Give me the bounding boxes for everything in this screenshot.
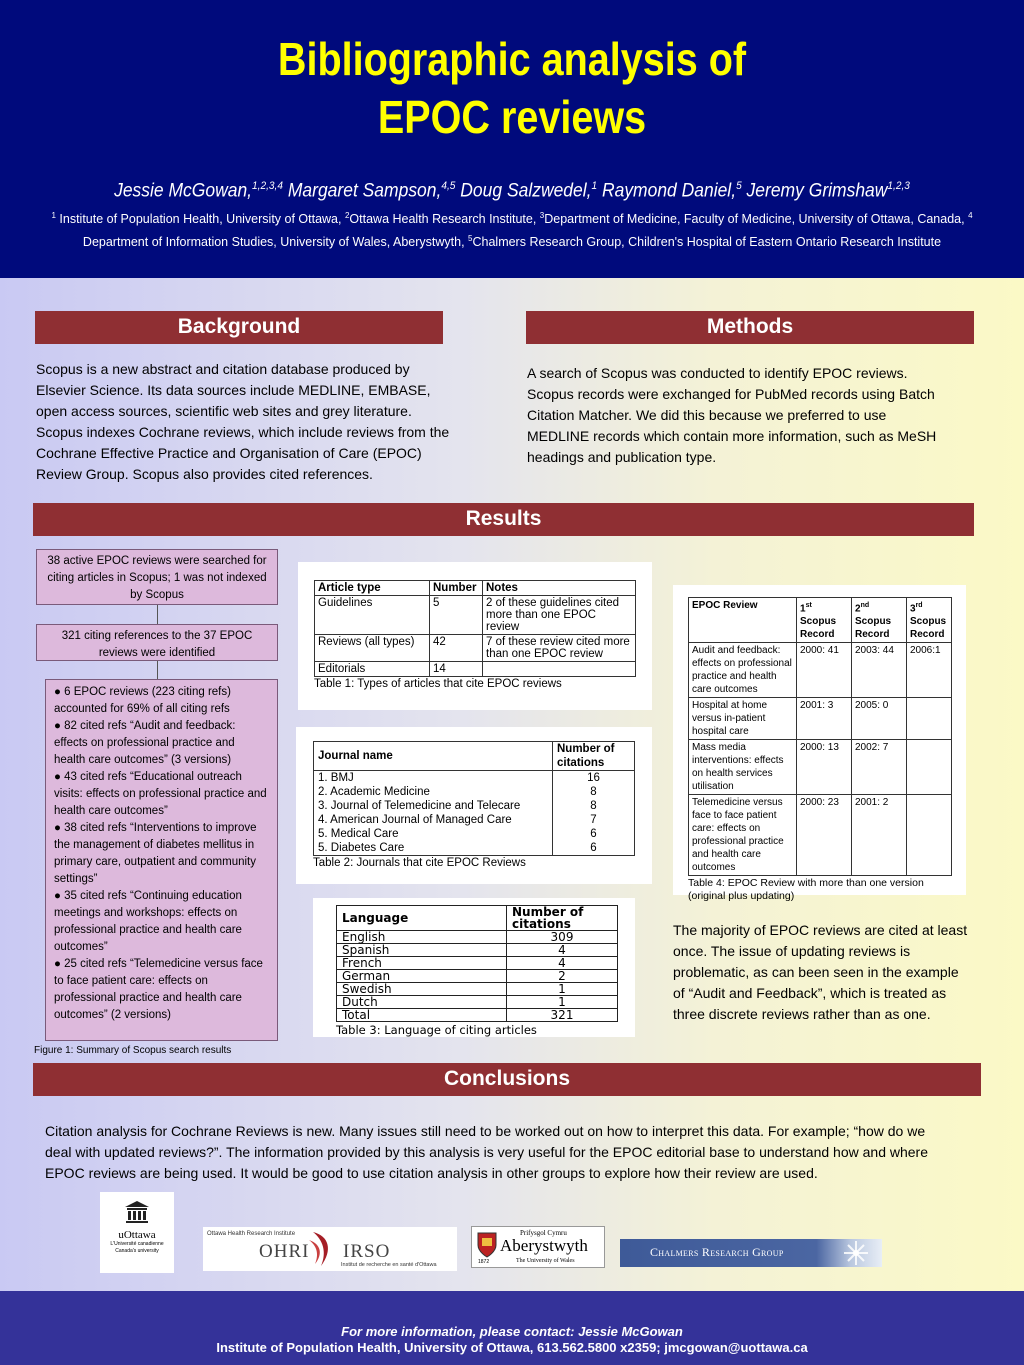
flow-box-top-reviews	[45, 679, 278, 1041]
author: Margaret Sampson,	[287, 180, 442, 202]
author-affil-sup: 5	[736, 180, 742, 192]
table-row	[689, 795, 952, 876]
table-cell: 5	[430, 596, 483, 635]
flow-box-searched: 38 active EPOC reviews were searched for citing articles in Scopus; 1 was not indexed by Scopus	[36, 549, 278, 605]
building-icon	[124, 1200, 150, 1224]
table-1-caption: Table 1: Types of articles that cite EPOC reviews	[314, 678, 562, 690]
table-2-card	[296, 727, 652, 884]
footer-contact: For more information, please contact: Jessie McGowan	[341, 1324, 683, 1339]
table-cell: 8	[590, 786, 597, 798]
table-header: 2nd Scopus Record	[852, 598, 907, 643]
table-4	[688, 597, 952, 876]
table-cell: 6	[590, 842, 597, 854]
author-affil-sup: 4,5	[441, 180, 456, 192]
methods-heading: Methods	[526, 311, 974, 344]
poster-footer	[0, 1291, 1024, 1365]
author-affil-sup: 1	[591, 180, 598, 192]
table-cell: 14	[430, 662, 483, 677]
uottawa-name: uOttawa	[118, 1229, 156, 1241]
author: Doug Salzwedel,	[460, 180, 592, 202]
table-3-caption: Table 3: Language of citing articles	[336, 1023, 537, 1037]
table-3-card	[313, 898, 635, 1037]
uottawa-tagline-en: Canada's university	[115, 1248, 159, 1254]
affiliation: Department of Information Studies, University of Wales, Aberystwyth,	[82, 235, 469, 250]
author: Jeremy Grimshaw	[746, 180, 888, 202]
table-cell: 2002: 7	[852, 740, 907, 795]
table-cell: 2. Academic Medicine	[314, 785, 553, 799]
author-affil-sup: 1,2,3	[887, 180, 910, 192]
table-cell: 4	[507, 944, 618, 957]
table-row	[337, 996, 618, 1009]
table-row	[314, 799, 635, 813]
poster-title	[72, 30, 953, 146]
table-cell	[907, 795, 952, 876]
table-cell: Audit and feedback: effects on professional practice and health care outcomes	[689, 643, 797, 698]
table-row	[314, 785, 635, 799]
flow-list-item: ● 38 cited refs “Interventions to improve the management of diabetes mellitus in primary care, outpatient and community settings”	[54, 822, 257, 885]
table-cell: 4. American Journal of Managed Care	[314, 813, 553, 827]
table-row	[315, 635, 636, 662]
table-row	[689, 643, 952, 698]
table-header: EPOC Review	[689, 598, 797, 643]
ohri-top-text: Ottawa Health Research Institute	[207, 1231, 296, 1237]
table-cell: 2005: 0	[852, 698, 907, 740]
table-header: Notes	[483, 581, 636, 596]
title-line-1: Bibliographic analysis of	[277, 33, 747, 85]
table-row	[689, 740, 952, 795]
affil-sup: 1	[51, 211, 56, 220]
table-cell: 1. BMJ	[314, 771, 553, 786]
affiliation: Department of Medicine, Faculty of Medicine, University of Ottawa, Canada,	[544, 212, 969, 227]
affil-sup: 4	[968, 211, 973, 220]
flow-list-item: ● 25 cited refs “Telemedicine versus face to face patient care: effects on professional practice and health care outcomes” (2 versions)	[54, 958, 263, 1021]
table-cell: 1	[507, 983, 618, 996]
table-row	[337, 944, 618, 957]
ohri-swoosh-icon	[307, 1230, 339, 1268]
affiliation: Ottawa Health Research Institute,	[349, 212, 540, 227]
table-cell: 16	[587, 772, 600, 784]
table-4-card	[673, 585, 966, 903]
table-2-caption: Table 2: Journals that cite EPOC Reviews	[313, 857, 526, 869]
table-cell: Guidelines	[315, 596, 430, 635]
background-text: Scopus is a new abstract and citation database produced by Elsevier Science. Its data sources include MEDLINE, EMBASE, open access sources, scientific web sites and grey literature. Scopus indexes Cochrane reviews, which include reviews from the Cochrane Effective Practice and Organisation of Care (EPOC) Review Group. Scopus also provides cited references.	[36, 361, 450, 482]
table-row	[315, 596, 636, 635]
footer-address: Institute of Population Health, University of Ottawa, 613.562.5800 x2359; jmcgowan@uottawa.ca	[216, 1340, 808, 1355]
ohri-left-text: OHRI	[259, 1241, 310, 1262]
chalmers-logo	[620, 1239, 882, 1267]
table-cell: Editorials	[315, 662, 430, 677]
affiliation: Institute of Population Health, University of Ottawa,	[55, 212, 345, 227]
table-cell: 2001: 3	[797, 698, 852, 740]
table-cell: Dutch	[337, 996, 507, 1009]
table-row	[337, 931, 618, 944]
table-row	[315, 662, 636, 677]
poster-header	[0, 0, 1024, 278]
author-affil-sup: 1,2,3,4	[252, 180, 283, 192]
table-row	[314, 813, 635, 827]
table-cell: French	[337, 957, 507, 970]
table-cell: 4	[507, 957, 618, 970]
results-heading: Results	[33, 503, 974, 536]
table-cell: Spanish	[337, 944, 507, 957]
affil-sup: 2	[344, 211, 350, 220]
flow-list-item: ● 6 EPOC reviews (223 citing refs) accounted for 69% of all citing refs	[54, 686, 231, 715]
table-cell: 2001: 2	[852, 795, 907, 876]
table-cell: 6	[590, 828, 597, 840]
affiliation: Chalmers Research Group, Children's Hospital of Eastern Ontario Research Institute	[472, 235, 942, 250]
table-cell	[907, 698, 952, 740]
aberystwyth-crest-icon	[476, 1231, 498, 1259]
table-cell: Total	[337, 1009, 507, 1022]
table-cell: English	[337, 931, 507, 944]
table-cell: 2	[507, 970, 618, 983]
table-header: Number of citations	[553, 742, 635, 771]
affiliations	[30, 206, 994, 252]
table-row	[337, 970, 618, 983]
uottawa-tagline: L'Université canadienne	[110, 1241, 164, 1247]
aberystwyth-logo	[471, 1226, 605, 1268]
figure-1-caption: Figure 1: Summary of Scopus search results	[34, 1045, 232, 1056]
flower-icon	[832, 1240, 880, 1266]
table-cell: 2006:1	[907, 643, 952, 698]
flow-list-item: ● 82 cited refs “Audit and feedback: effects on professional practice and health care outcomes” (3 versions)	[54, 720, 236, 766]
author: Jessie McGowan,	[114, 180, 253, 202]
table-header: 1st Scopus Record	[797, 598, 852, 643]
ohri-bottom-text: Institut de recherche en santé d'Ottawa	[341, 1262, 437, 1268]
aberystwyth-year: 1872	[478, 1259, 490, 1265]
table-cell: 1	[507, 996, 618, 1009]
affil-sup: 3	[539, 211, 545, 220]
author: Raymond Daniel,	[601, 180, 737, 202]
table-1-card	[298, 562, 652, 710]
chalmers-name: Chalmers Research Group	[650, 1245, 784, 1259]
table-cell: Reviews (all types)	[315, 635, 430, 662]
table-cell: 5. Diabetes Care	[314, 841, 553, 856]
table-cell	[483, 662, 636, 677]
table-cell: 2000: 13	[797, 740, 852, 795]
table-row	[314, 841, 635, 856]
ohri-logo	[203, 1227, 457, 1271]
aberystwyth-top-text: Prifysgol Cymru	[520, 1229, 567, 1237]
table-cell: Mass media interventions: effects on health services utilisation	[689, 740, 797, 795]
title-line-2: EPOC reviews	[377, 91, 647, 143]
table-2	[313, 741, 635, 856]
table-header: Language	[337, 906, 507, 931]
flow-list-item: ● 43 cited refs “Educational outreach visits: effects on professional practice and health care outcomes”	[54, 771, 267, 817]
uottawa-logo	[100, 1192, 174, 1273]
table-header: Journal name	[314, 742, 553, 771]
table-cell	[907, 740, 952, 795]
table-4-caption: Table 4: EPOC Review with more than one version (original plus updating)	[688, 877, 924, 903]
table-row	[337, 957, 618, 970]
conclusions-text: Citation analysis for Cochrane Reviews is new. Many issues still need to be worked out on how to interpret this data. For example; “how do we deal with updated reviews?”. The information provided by this analysis is very useful for the EPOC editorial base to understand how and where EPOC reviews are being used. It would be good to use citation analysis in other groups to explore how their review are used.	[45, 1123, 928, 1181]
table-cell: 2003: 44	[852, 643, 907, 698]
results-summary: The majority of EPOC reviews are cited at least once. The issue of updating reviews is problematic, as can been seen in the example of “Audit and Feedback”, which is treated as three discrete reviews rather than as one.	[673, 922, 968, 1022]
table-cell: 3. Journal of Telemedicine and Telecare	[314, 799, 553, 813]
flow-arrow	[157, 605, 158, 624]
table-cell: 7	[590, 814, 597, 826]
conclusions-heading: Conclusions	[33, 1063, 981, 1096]
table-cell: 8	[590, 800, 597, 812]
table-row	[314, 771, 635, 786]
flow-box-citing-refs: 321 citing references to the 37 EPOC reviews were identified	[36, 624, 278, 661]
table-cell: Swedish	[337, 983, 507, 996]
table-header: Article type	[315, 581, 430, 596]
author-list	[41, 180, 983, 202]
table-cell: 2000: 23	[797, 795, 852, 876]
flow-arrow	[157, 661, 158, 679]
table-1	[314, 580, 636, 677]
table-3	[336, 905, 618, 1022]
table-cell: 7 of these review cited more than one EPOC review	[483, 635, 636, 662]
table-cell: 2 of these guidelines cited more than one EPOC review	[483, 596, 636, 635]
table-cell: German	[337, 970, 507, 983]
table-header: 3rd Scopus Record	[907, 598, 952, 643]
table-cell: 321	[507, 1009, 618, 1022]
methods-text: A search of Scopus was conducted to identify EPOC reviews. Scopus records were exchanged for PubMed records using Batch Citation Matcher. We did this because we preferred to use MEDLINE records which contain more information, such as MeSH headings and publication type.	[527, 365, 937, 465]
aberystwyth-subtitle: The University of Wales	[516, 1258, 575, 1264]
table-cell: 42	[430, 635, 483, 662]
background-heading: Background	[35, 311, 443, 344]
affil-sup: 5	[468, 234, 473, 244]
aberystwyth-name: Aberystwyth	[500, 1236, 588, 1255]
ohri-right-text: IRSO	[343, 1241, 391, 1262]
table-row	[337, 983, 618, 996]
table-row	[314, 827, 635, 841]
table-cell: 5. Medical Care	[314, 827, 553, 841]
table-row	[689, 698, 952, 740]
flow-list-item: ● 35 cited refs “Continuing education meetings and workshops: effects on professional practice and health care outcomes”	[54, 890, 242, 953]
table-cell: Hospital at home versus in-patient hospital care	[689, 698, 797, 740]
table-row	[337, 1009, 618, 1022]
table-header: Number	[430, 581, 483, 596]
table-cell: 2000: 41	[797, 643, 852, 698]
table-cell: 309	[507, 931, 618, 944]
table-header: Number of citations	[507, 906, 618, 931]
table-cell: Telemedicine versus face to face patient care: effects on professional practice and health care outcomes	[689, 795, 797, 876]
